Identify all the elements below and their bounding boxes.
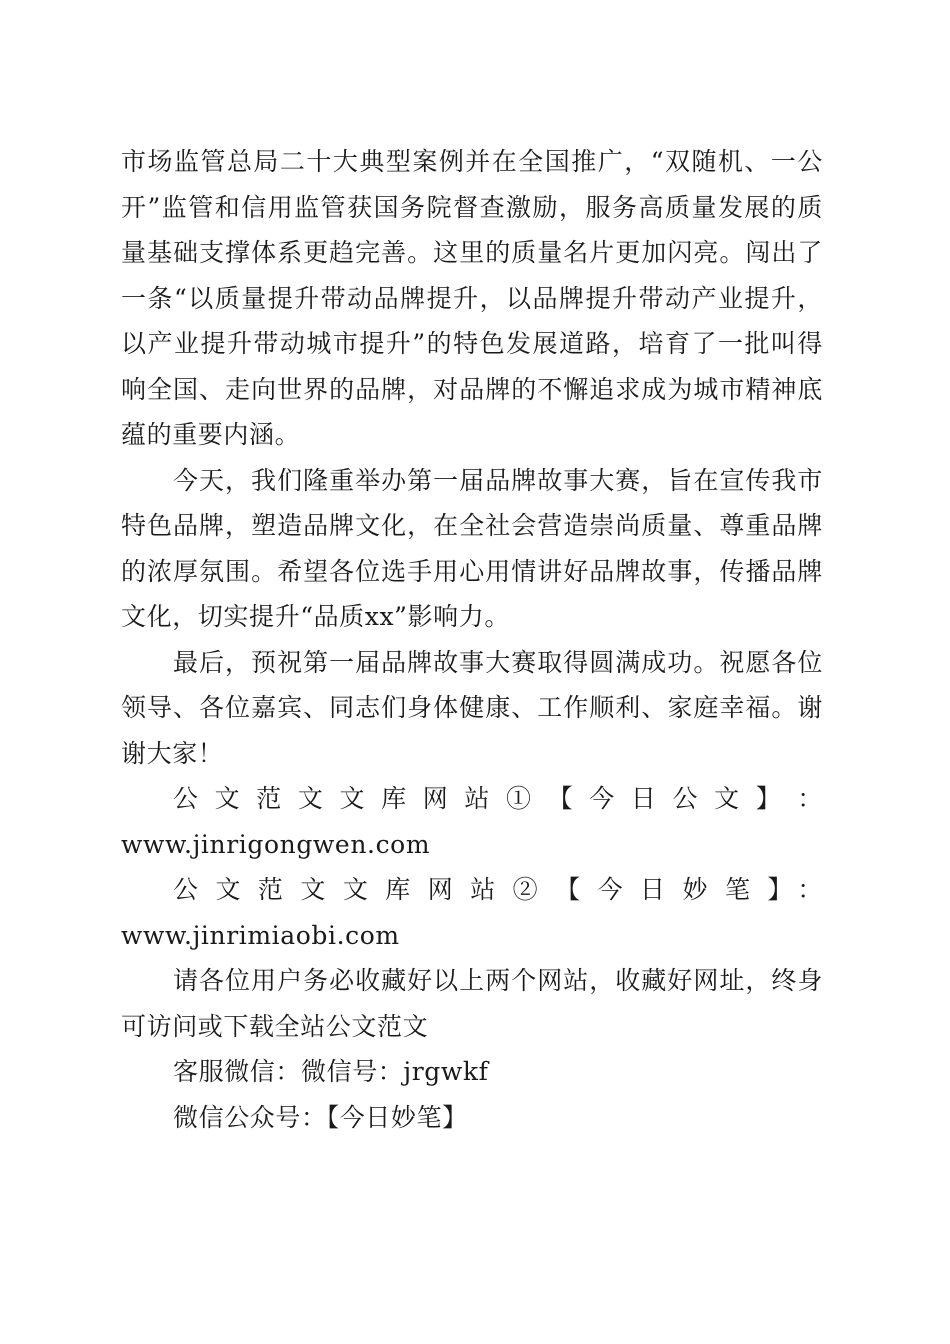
paragraph-quality-achievements: 市场监管总局二十大典型案例并在全国推广，“双随机、一公开”监管和信用监管获国务院督查激励，服务高质量发展的质量基础支撑体系更趋完善。这里的质量名片更加闪亮。闯出了一条“以质量提升带动品牌提升，以品牌提升带动产业提升，以产业提升带动城市提升”的特色发展道路，培育了一批叫得响全国、走向世界的品牌，对品牌的不懈追求成为城市精神底蕴的重要内涵。 [121, 147, 823, 449]
footer-official-account: 微信公众号：【今日妙笔】 [173, 1102, 468, 1132]
footer-site2[interactable]: 公文范文文库网站②【今日妙笔】：www.jinrimiaobi.com [121, 875, 823, 950]
footer-site1-url[interactable]: www.jinrigongwen.com [121, 829, 431, 859]
footer-wechat: 客服微信：微信号：jrgwkf [173, 1057, 489, 1086]
document-body [121, 139, 823, 1140]
footer-notice: 请各位用户务必收藏好以上两个网站，收藏好网址，终身可访问或下载全站公文范文 [121, 966, 823, 1041]
paragraph-brand-contest: 今天，我们隆重举办第一届品牌故事大赛，旨在宣传我市特色品牌，塑造品牌文化，在全社会营造崇尚质量、尊重品牌的浓厚氛围。希望各位选手用心用情讲好品牌故事，传播品牌文化，切实提升“品质xx”影响力。 [121, 465, 823, 631]
paragraph-closing-wishes: 最后，预祝第一届品牌故事大赛取得圆满成功。祝愿各位领导、各位嘉宾、同志们身体健康、工作顺利、家庭幸福。谢谢大家！ [121, 647, 823, 768]
footer-site1-label: 公 文 范 文 文 库 网 站 ① 【 今 日 公 文 】 ： [173, 784, 823, 813]
